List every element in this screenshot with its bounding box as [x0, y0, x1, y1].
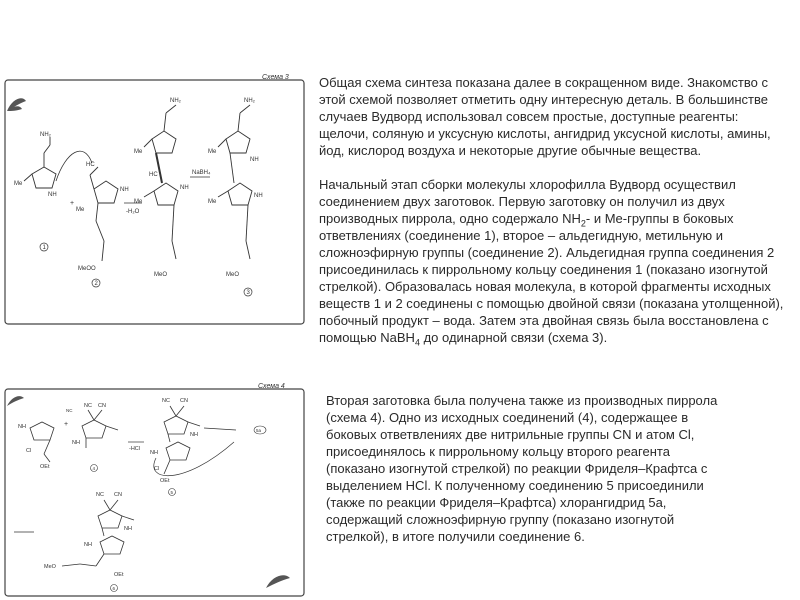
atom-label: NH: [18, 424, 26, 430]
atom-label: NH₂: [244, 98, 255, 104]
atom-label: HC: [86, 162, 95, 168]
atom-label: MeO: [226, 272, 240, 278]
atom-label: NH: [48, 192, 57, 198]
reaction-condition: -HCl: [129, 446, 140, 452]
compound-number: 1: [42, 245, 46, 251]
compound-number: 6: [112, 586, 116, 591]
atom-label: NC: [84, 403, 92, 409]
atom-label: NH: [180, 185, 189, 191]
leaf-logo-icon: [7, 98, 26, 111]
atom-label: MeOO: [78, 266, 96, 272]
atom-label: MeO: [44, 564, 56, 570]
scheme-4-description: Вторая заготовка была получена также из производных пиррола (схема 4). Одно из исходных соединений (4), содержащее в боковых ответвлениях две нитрильные группы CN и атом Cl, присоединялось к пиррольному кольцу второго реагента (показано изогнутой стрелкой) по реакции Фриделя–Крафтса с выделением HCl. К полученному соединению 5 присоединили (также по реакции Фриделя–Крафтса) хлорангидрид 5a, содержащий сложноэфирную группу (показано изогнутой стрелкой), в итоге получили соединение 6.: [326, 393, 718, 544]
curved-arrow: [154, 442, 234, 476]
molecule-5: [164, 406, 200, 474]
atom-label: Me: [208, 149, 217, 155]
scheme-title: Схема 3: [262, 74, 289, 81]
atom-label: CN: [180, 398, 188, 404]
compound-number: 2: [94, 281, 98, 287]
acyl-chain: [204, 428, 236, 430]
scheme-title: Схема 4: [258, 383, 285, 390]
atom-label: OEt: [40, 464, 50, 470]
atom-label: CN: [114, 492, 122, 498]
atom-label: NC: [66, 408, 73, 413]
atom-label: Me: [14, 181, 23, 187]
compound-number: 5: [170, 490, 174, 495]
reaction-reagent: NaBH₄: [192, 170, 211, 176]
atom-label: Cl: [154, 466, 160, 472]
compound-number: 3: [246, 290, 250, 296]
atom-label: NC: [96, 492, 104, 498]
molecule-6: [62, 500, 134, 566]
scheme-3-figure: [4, 71, 306, 326]
molecule-4: [30, 410, 118, 462]
atom-label: Cl: [26, 448, 32, 454]
text-segment: - и Me-группы в боковых ответвлениях (соединение 1), второе – альдегидную, метильную и сложноэфирную группы (соединение 2). Альдегидная группа соединения 2 присоединилась к пиррольному кольцу соединения 1 (показано изогнутой стрелкой). Образовалась новая молекула, в которой фрагменты исходных веществ 1 и 2 соединены с помощью двойной связи (показана утолщенной), побочный продукт – вода. Затем эта двойная связь была восстановлена с помощью NaBH: [319, 211, 784, 345]
atom-label: Me: [208, 199, 217, 205]
atom-label: OEt: [114, 572, 124, 578]
atom-label: NH: [150, 450, 158, 456]
molecule-3: [218, 105, 252, 259]
atom-label: NH₂: [170, 98, 181, 104]
subscript: 4: [414, 337, 420, 348]
atom-label: NH: [84, 542, 92, 548]
plus-sign: +: [64, 421, 69, 428]
atom-label: Me: [134, 199, 143, 205]
atom-label: NH: [190, 432, 198, 438]
atom-label: HC: [149, 172, 158, 178]
plus-sign: +: [70, 200, 75, 207]
atom-label: MeO: [154, 272, 168, 278]
reaction-condition: -H₂O: [126, 209, 140, 215]
atom-label: NH: [250, 157, 259, 163]
intro-paragraph: Общая схема синтеза показана далее в сокращенном виде. Знакомство с этой схемой позволяет отметить одну интересную деталь. В большинстве случаев Вудворд использовал совсем простые, доступные реагенты: щелочи, соляную и уксусную кислоты, ангидрид уксусной кислоты, амины, йод, кислород воздуха и некоторые другие обычные вещества.: [319, 75, 771, 158]
molecule-1: [24, 137, 56, 188]
scheme-3-description: [319, 176, 785, 346]
text-segment: Начальный этап сборки молекулы хлорофилла Вудворд осуществил соединением двух заготовок. Первую заготовку он получил из двух производных пиррола, одно содержало NH: [319, 177, 736, 226]
atom-label: Me: [134, 149, 143, 155]
atom-label: NH: [124, 526, 132, 532]
text-segment: до одинарной связи (схема 3).: [419, 330, 608, 345]
scheme-frame: [5, 80, 304, 324]
atom-label: NH: [120, 187, 129, 193]
atom-label: NH: [254, 193, 263, 199]
leaf-logo-icon: [7, 396, 24, 406]
atom-label: Me: [76, 207, 85, 213]
compound-number: 4: [92, 466, 96, 471]
atom-label: NH: [72, 440, 80, 446]
compound-number: 5a: [256, 428, 262, 433]
atom-label: NH₂: [40, 132, 51, 138]
molecule-intermediate: [144, 105, 178, 259]
molecule-2: [90, 167, 118, 261]
atom-label: CN: [98, 403, 106, 409]
atom-label: OEt: [160, 478, 170, 484]
atom-label: NC: [162, 398, 170, 404]
subscript: 2: [580, 218, 586, 229]
scheme-4-figure: [4, 382, 306, 598]
leaf-logo-icon: [266, 575, 290, 588]
